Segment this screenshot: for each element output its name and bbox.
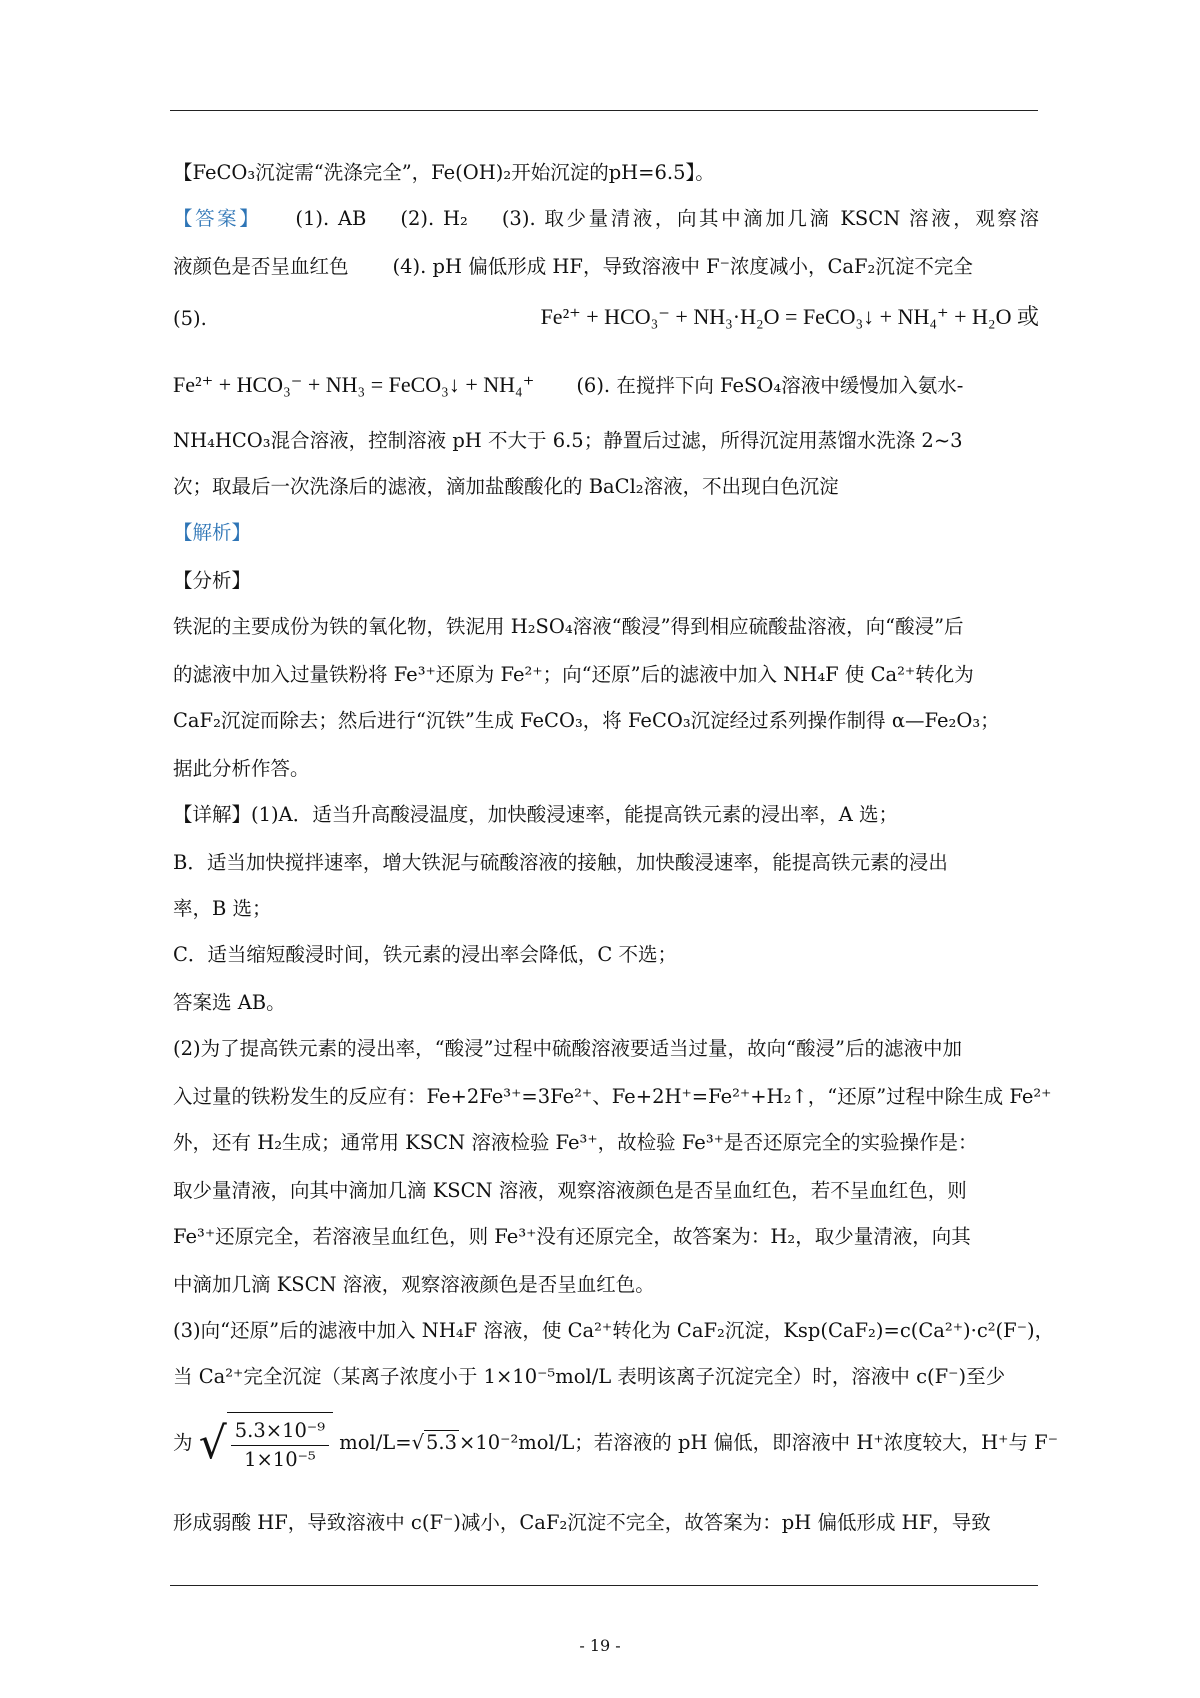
equation-1: Fe²⁺ + HCO₃⁻ + NH₃·H₂O = FeCO₃↓ + NH₄⁺ + H₂O 或 bbox=[540, 304, 1039, 329]
answer-line-2 bbox=[173, 254, 1039, 280]
detail-line: 答案选 AB。 bbox=[173, 991, 286, 1014]
answer-2: (2). H₂ bbox=[400, 207, 468, 230]
analysis-label: 【解析】 bbox=[173, 521, 252, 544]
answer-6-part1: (6). 在搅拌下向 FeSO₄溶液中缓慢加入氨水- bbox=[576, 374, 964, 397]
fraction-denominator: 1×10⁻⁵ bbox=[244, 1448, 316, 1471]
answer-line-1 bbox=[173, 206, 1039, 232]
sqrt-suffix: ×10⁻²mol/L；若溶液的 pH 偏低，即溶液中 H⁺浓度较大，H⁺与 F⁻ bbox=[459, 1431, 1058, 1454]
answer-3-part2: 液颜色是否呈血红色 bbox=[173, 255, 349, 278]
fenxi-line: 据此分析作答。 bbox=[173, 757, 310, 780]
detail-line: (2)为了提高铁元素的浸出率，“酸浸”过程中硫酸溶液要适当过量，故向“酸浸”后的滤液中加 bbox=[173, 1037, 962, 1060]
fraction bbox=[231, 1419, 329, 1472]
fenxi-line: CaF₂沉淀而除去；然后进行“沉铁”生成 FeCO₃，将 FeCO₃沉淀经过系列操作制得 α—Fe₂O₃； bbox=[173, 709, 1000, 732]
fenxi-label: 【分析】 bbox=[173, 569, 252, 592]
detail-line: 当 Ca²⁺完全沉淀（某离子浓度小于 1×10⁻⁵mol/L 表明该离子沉淀完全）时，溶液中 c(F⁻)至少 bbox=[173, 1365, 1006, 1388]
fraction-numerator: 5.3×10⁻⁹ bbox=[231, 1419, 329, 1446]
detail-line: C．适当缩短酸浸时间，铁元素的浸出率会降低，C 不选； bbox=[173, 943, 678, 966]
detail-line: 取少量清液，向其中滴加几滴 KSCN 溶液，观察溶液颜色是否呈血红色，若不呈血红色，则 bbox=[173, 1179, 967, 1202]
equation-2: Fe²⁺ + HCO₃⁻ + NH₃ = FeCO₃↓ + NH₄⁺ bbox=[173, 372, 535, 397]
sqrt-content bbox=[227, 1412, 333, 1475]
answer-1: (1). AB bbox=[295, 207, 367, 230]
answer-6-line-2: NH₄HCO₃混合溶液，控制溶液 pH 不大于 6.5；静置后过滤，所得沉淀用蒸馏水洗涤 2~3 bbox=[173, 429, 963, 452]
note-line: 【FeCO₃沉淀需“洗涤完全”，Fe(OH)₂开始沉淀的pH=6.5】。 bbox=[173, 161, 715, 184]
answer-5-label: (5). bbox=[173, 307, 207, 330]
sqrt-mid: mol/L= bbox=[339, 1431, 412, 1454]
detail-line: Fe³⁺还原完全，若溶液呈血红色，则 Fe³⁺没有还原完全，故答案为：H₂，取少量清液，向其 bbox=[173, 1225, 971, 1248]
sqrt-root: 5.3 bbox=[426, 1431, 458, 1454]
last-line: 形成弱酸 HF，导致溶液中 c(F⁻)减小，CaF₂沉淀不完全，故答案为：pH 偏低形成 HF，导致 bbox=[173, 1511, 991, 1534]
fenxi-line: 的滤液中加入过量铁粉将 Fe³⁺还原为 Fe²⁺；向“还原”后的滤液中加入 NH₄F 使 Ca²⁺转化为 bbox=[173, 663, 974, 686]
fenxi-line: 铁泥的主要成份为铁的氧化物，铁泥用 H₂SO₄溶液“酸浸”得到相应硫酸盐溶液，向“酸浸”后 bbox=[173, 615, 964, 638]
answer-line-6 bbox=[173, 372, 1039, 399]
header-rule bbox=[170, 110, 1038, 111]
footer-rule bbox=[170, 1585, 1038, 1586]
detail-line: 中滴加几滴 KSCN 溶液，观察溶液颜色是否呈血红色。 bbox=[173, 1273, 655, 1296]
detail-line: B．适当加快搅拌速率，增大铁泥与硫酸溶液的接触，加快酸浸速率，能提高铁元素的浸出 bbox=[173, 851, 948, 874]
answer-3-part1: (3). 取少量清液，向其中滴加几滴 KSCN 溶液，观察溶 bbox=[501, 207, 1040, 230]
page-number: - 19 - bbox=[579, 1636, 621, 1655]
detail-line: 入过量的铁粉发生的反应有：Fe+2Fe³⁺=3Fe²⁺、Fe+2H⁺=Fe²⁺+H₂↑，“还原”过程中除生成 Fe²⁺ bbox=[173, 1085, 1052, 1108]
answer-4: (4). pH 偏低形成 HF，导致溶液中 F⁻浓度减小，CaF₂沉淀不完全 bbox=[392, 255, 973, 278]
detail-line: 外，还有 H₂生成；通常用 KSCN 溶液检验 Fe³⁺，故检验 Fe³⁺是否还原完全的实验操作是： bbox=[173, 1131, 978, 1154]
detail-line: (3)向“还原”后的滤液中加入 NH₄F 溶液，使 Ca²⁺转化为 CaF₂沉淀，Ksp(CaF₂)=c(Ca²⁺)·c²(F⁻)， bbox=[173, 1319, 1055, 1342]
sqrt-formula-line: 为 √ $\frac{\text{5.3×10⁻⁹}}{\text{1×10⁻⁵}}$ mol/L=√ 5.3 ×10⁻²mol/L；若溶液的 pH 偏低，即溶液中 H⁺浓度较大，H⁺与 F⁻ bbox=[173, 1412, 1039, 1472]
sqrt-prefix: 为 bbox=[173, 1431, 193, 1454]
detail-line: 【详解】(1)A．适当升高酸浸温度，加快酸浸速率，能提高铁元素的浸出率，A 选； bbox=[173, 803, 898, 826]
radical-sign: √ bbox=[198, 1417, 227, 1469]
answer-line-5 bbox=[173, 306, 1039, 332]
answer-label: 【答案】 bbox=[173, 207, 262, 230]
answer-6-line-3: 次；取最后一次洗涤后的滤液，滴加盐酸酸化的 BaCl₂溶液，不出现白色沉淀 bbox=[173, 475, 839, 498]
detail-line: 率，B 选； bbox=[173, 897, 272, 920]
